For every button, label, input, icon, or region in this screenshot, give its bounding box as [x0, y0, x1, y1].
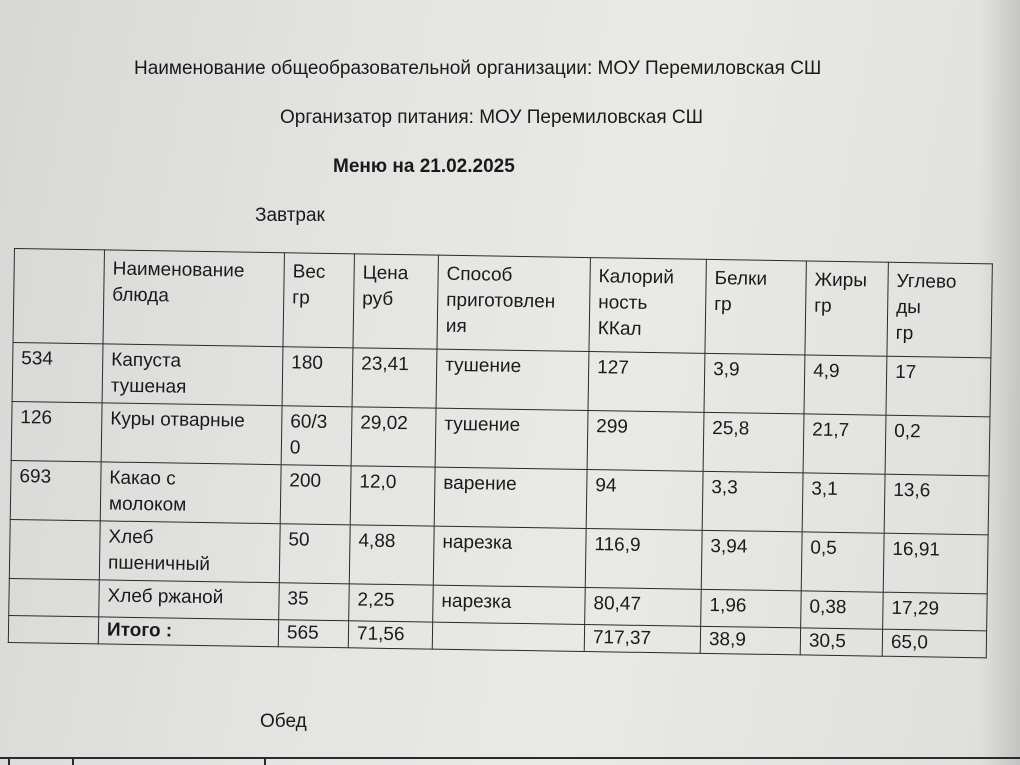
cell-price: 29,02	[351, 407, 436, 467]
cell-calories: 116,9	[585, 529, 702, 590]
table-header-row	[13, 249, 992, 358]
cell-carbs: 17,29	[883, 592, 988, 631]
header-cell-price: Цена руб	[353, 254, 438, 349]
total-proteins: 38,9	[700, 626, 800, 655]
cell-code: 534	[12, 342, 103, 402]
total-carbs: 65,0	[882, 629, 986, 658]
header-cell-weight: Вес гр	[283, 253, 354, 348]
cell-price: 2,25	[349, 584, 434, 622]
header-cell-method: Способ приготовлен ия	[437, 255, 590, 351]
header-cell-code	[13, 249, 104, 344]
cell-price: 4,88	[349, 525, 434, 585]
organization-line: Наименование общеобразовательной организации: МОУ Перемиловская СШ	[134, 58, 822, 79]
total-fats: 30,5	[800, 628, 882, 656]
breakfast-table	[8, 248, 993, 658]
cell-method: нарезка	[433, 526, 586, 587]
cell-calories: 127	[588, 352, 705, 413]
breakfast-table-wrapper	[8, 248, 993, 658]
header-cell-fats: Жиры гр	[805, 261, 888, 356]
lunch-title: Обед	[260, 711, 307, 732]
cell-weight: 35	[279, 583, 350, 621]
cell-weight: 50	[279, 524, 350, 584]
cell-price: 23,41	[352, 348, 437, 408]
header-cell-carbs: Углево ды гр	[887, 262, 992, 358]
cell-fats: 4,9	[804, 355, 887, 415]
total-label: Итого :	[98, 617, 278, 647]
breakfast-title: Завтрак	[255, 205, 325, 226]
total-cell-code	[8, 615, 98, 643]
cell-proteins: 1,96	[701, 589, 802, 628]
cell-name: Куры отварные	[101, 403, 282, 465]
cell-name: Хлеб ржаной	[99, 580, 280, 620]
cell-code: 126	[11, 401, 102, 461]
cell-weight: 180	[282, 347, 353, 407]
cell-name: Хлеб пшеничный	[99, 521, 280, 583]
cell-code: 693	[10, 460, 101, 520]
cell-carbs: 0,2	[885, 415, 990, 476]
cell-name: Какао с молоком	[100, 462, 281, 524]
lunch-table-column-line	[72, 757, 74, 765]
cell-carbs: 16,91	[883, 533, 988, 594]
cell-calories: 94	[586, 470, 703, 531]
cell-calories: 80,47	[585, 588, 702, 627]
cell-method: тушение	[436, 349, 589, 410]
cell-price: 12,0	[350, 466, 435, 526]
cell-calories: 299	[587, 411, 704, 472]
cell-method: варение	[434, 467, 587, 528]
total-method	[432, 622, 584, 651]
cell-method: тушение	[435, 408, 588, 469]
cell-weight: 200	[280, 465, 351, 525]
menu-date-title: Меню на 21.02.2025	[333, 156, 515, 177]
cell-method: нарезка	[433, 585, 586, 624]
cell-carbs: 17	[886, 356, 991, 417]
total-weight: 565	[278, 620, 348, 648]
cell-proteins: 3,94	[701, 530, 802, 591]
cell-proteins: 25,8	[703, 412, 804, 473]
total-price: 71,56	[348, 621, 432, 649]
header-cell-calories: Калорий ность ККал	[589, 258, 706, 354]
cell-code	[9, 578, 100, 616]
cell-fats: 21,7	[803, 414, 886, 474]
lunch-table-column-line	[8, 757, 10, 765]
cell-fats: 0,38	[801, 591, 884, 629]
cell-name: Капуста тушеная	[102, 344, 283, 406]
cell-carbs: 13,6	[884, 474, 989, 535]
organizer-line: Организатор питания: МОУ Перемиловская СШ	[280, 107, 704, 128]
cell-code	[9, 519, 100, 579]
cell-proteins: 3,9	[704, 353, 805, 414]
cell-weight: 60/3 0	[281, 406, 352, 466]
cell-fats: 0,5	[801, 532, 884, 592]
cell-fats: 3,1	[802, 473, 885, 533]
header-cell-proteins: Белки гр	[705, 259, 806, 355]
total-calories: 717,37	[584, 625, 700, 654]
lunch-table-top-border	[0, 757, 1020, 759]
header-cell-name: Наименование блюда	[103, 250, 284, 347]
lunch-table-column-line	[264, 757, 266, 765]
cell-proteins: 3,3	[702, 471, 803, 532]
